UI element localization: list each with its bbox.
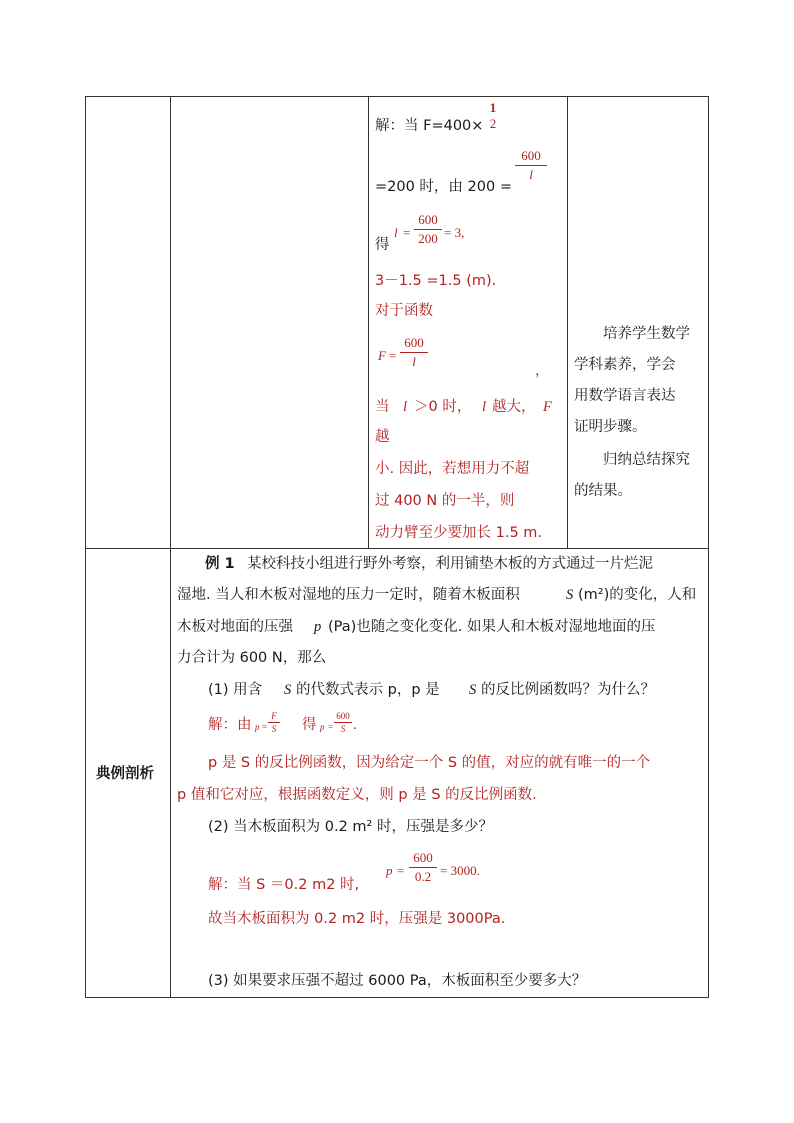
goal-line-4: 证明步骤。 — [574, 419, 647, 435]
var-F: F — [378, 348, 386, 363]
example-var-S: S — [566, 587, 574, 603]
answer-1a: 解：由 — [208, 717, 252, 733]
fraction-600-over-l-2: 600 l — [400, 335, 428, 370]
solution-line-1: 解：当 F=400× — [375, 118, 484, 134]
example-line-2a: 湿地. 当人和木板对湿地的压力一定时，随着木板面积 — [177, 587, 520, 603]
answer-1-dot: . — [353, 717, 357, 733]
line-7-b: ＞0 时， — [414, 399, 472, 415]
fraction-F-over-S: F S — [268, 711, 280, 734]
example-line-1: 某校科技小组进行野外考察，利用铺垫木板的方式通过一片烂泥 — [247, 556, 653, 572]
solution-line-3-label: 得 — [375, 237, 390, 253]
solution-line-2: =200 时，由 200 = — [375, 179, 512, 195]
goal-line-6: 的结果。 — [574, 483, 632, 499]
line-10: 过 400 N 的一半，则 — [375, 493, 515, 509]
question-1-var: S — [284, 682, 292, 698]
fraction-600-over-l: 600 l — [515, 148, 547, 183]
answer-1-f1-lhs: p — [255, 722, 260, 732]
fraction-600-over-0.2: 600 0.2 — [409, 850, 437, 885]
fraction-600-over-200: 600 200 — [414, 212, 442, 247]
answer-2-f-eq: = — [397, 863, 405, 878]
example-line-3a: 木板对地面的压强 — [177, 619, 293, 635]
goal-line-1: 培养学生数学 — [603, 326, 690, 342]
question-1a: (1) 用含 — [208, 682, 263, 698]
equals-sign: = — [403, 225, 411, 240]
example-line-2b: (m²)的变化，人和 — [578, 587, 697, 603]
example-line-3b: (Pa)也随之变化变化. 如果人和木板对湿地地面的压 — [328, 619, 656, 635]
fraction-half: 1 2 — [489, 100, 497, 131]
answer-2-f-res: = 3000. — [440, 863, 480, 878]
line-8: 越 — [375, 429, 390, 445]
answer-1-f2-eq: = — [328, 722, 334, 732]
goal-line-3: 用数学语言表达 — [574, 388, 676, 404]
example-var-p: p — [314, 619, 322, 635]
line-7-var2: l — [482, 399, 487, 415]
solution-line-4: 3－1.5 =1.5 (m). — [375, 273, 497, 289]
question-1c: 的反比例函数吗？为什么？ — [481, 682, 655, 698]
question-2: (2) 当木板面积为 0.2 m² 时，压强是多少？ — [208, 819, 493, 835]
question-3: (3) 如果要求压强不超过 6000 Pa，木板面积至少要多大？ — [208, 973, 587, 989]
col-divider-3 — [567, 96, 568, 548]
question-1b: 的代数式表示 p，p 是 — [296, 682, 440, 698]
row-divider — [85, 548, 709, 549]
line-9: 小. 因此，若想用力不超 — [375, 461, 530, 477]
answer-2a: 解：当 S ＝0.2 m2 时, — [208, 877, 360, 893]
line-7-a: 当 — [375, 399, 390, 415]
comma: ， — [535, 363, 550, 379]
example-title: 例 1 — [205, 556, 235, 572]
col-divider-2 — [368, 96, 369, 548]
answer-1b: 得 — [302, 717, 317, 733]
line-7-var1: l — [403, 399, 408, 415]
fraction-600-over-S: 600 S — [334, 711, 352, 734]
answer-1-f2-lhs: p — [320, 722, 325, 732]
result-3: = 3, — [444, 225, 465, 240]
goal-line-5: 归纳总结探究 — [603, 452, 690, 468]
answer-1-line-2: p 是 S 的反比例函数，因为给定一个 S 的值，对应的就有唯一的一个 — [208, 755, 651, 771]
col-divider-1 — [170, 96, 171, 998]
section-label: 典例剖析 — [96, 766, 154, 782]
answer-2-f-lhs: p — [386, 863, 393, 878]
goal-line-2: 学科素养，学会 — [574, 357, 676, 373]
answer-1-f1-eq: = — [262, 722, 268, 732]
line-7-var3: F — [543, 399, 552, 415]
line-11: 动力臂至少要加长 1.5 m. — [375, 525, 543, 541]
line-7-c: 越大， — [492, 399, 536, 415]
answer-2b: 故当木板面积为 0.2 m2 时，压强是 3000Pa. — [208, 911, 506, 927]
equals-sign-2: = — [389, 348, 397, 363]
example-line-4: 力合计为 600 N，那么 — [177, 650, 327, 666]
answer-1-line-3: p 值和它对应，根据函数定义，则 p 是 S 的反比例函数. — [177, 787, 537, 803]
question-1-var2: S — [469, 682, 477, 698]
var-l: l — [394, 225, 398, 240]
solution-line-5: 对于函数 — [375, 303, 433, 319]
